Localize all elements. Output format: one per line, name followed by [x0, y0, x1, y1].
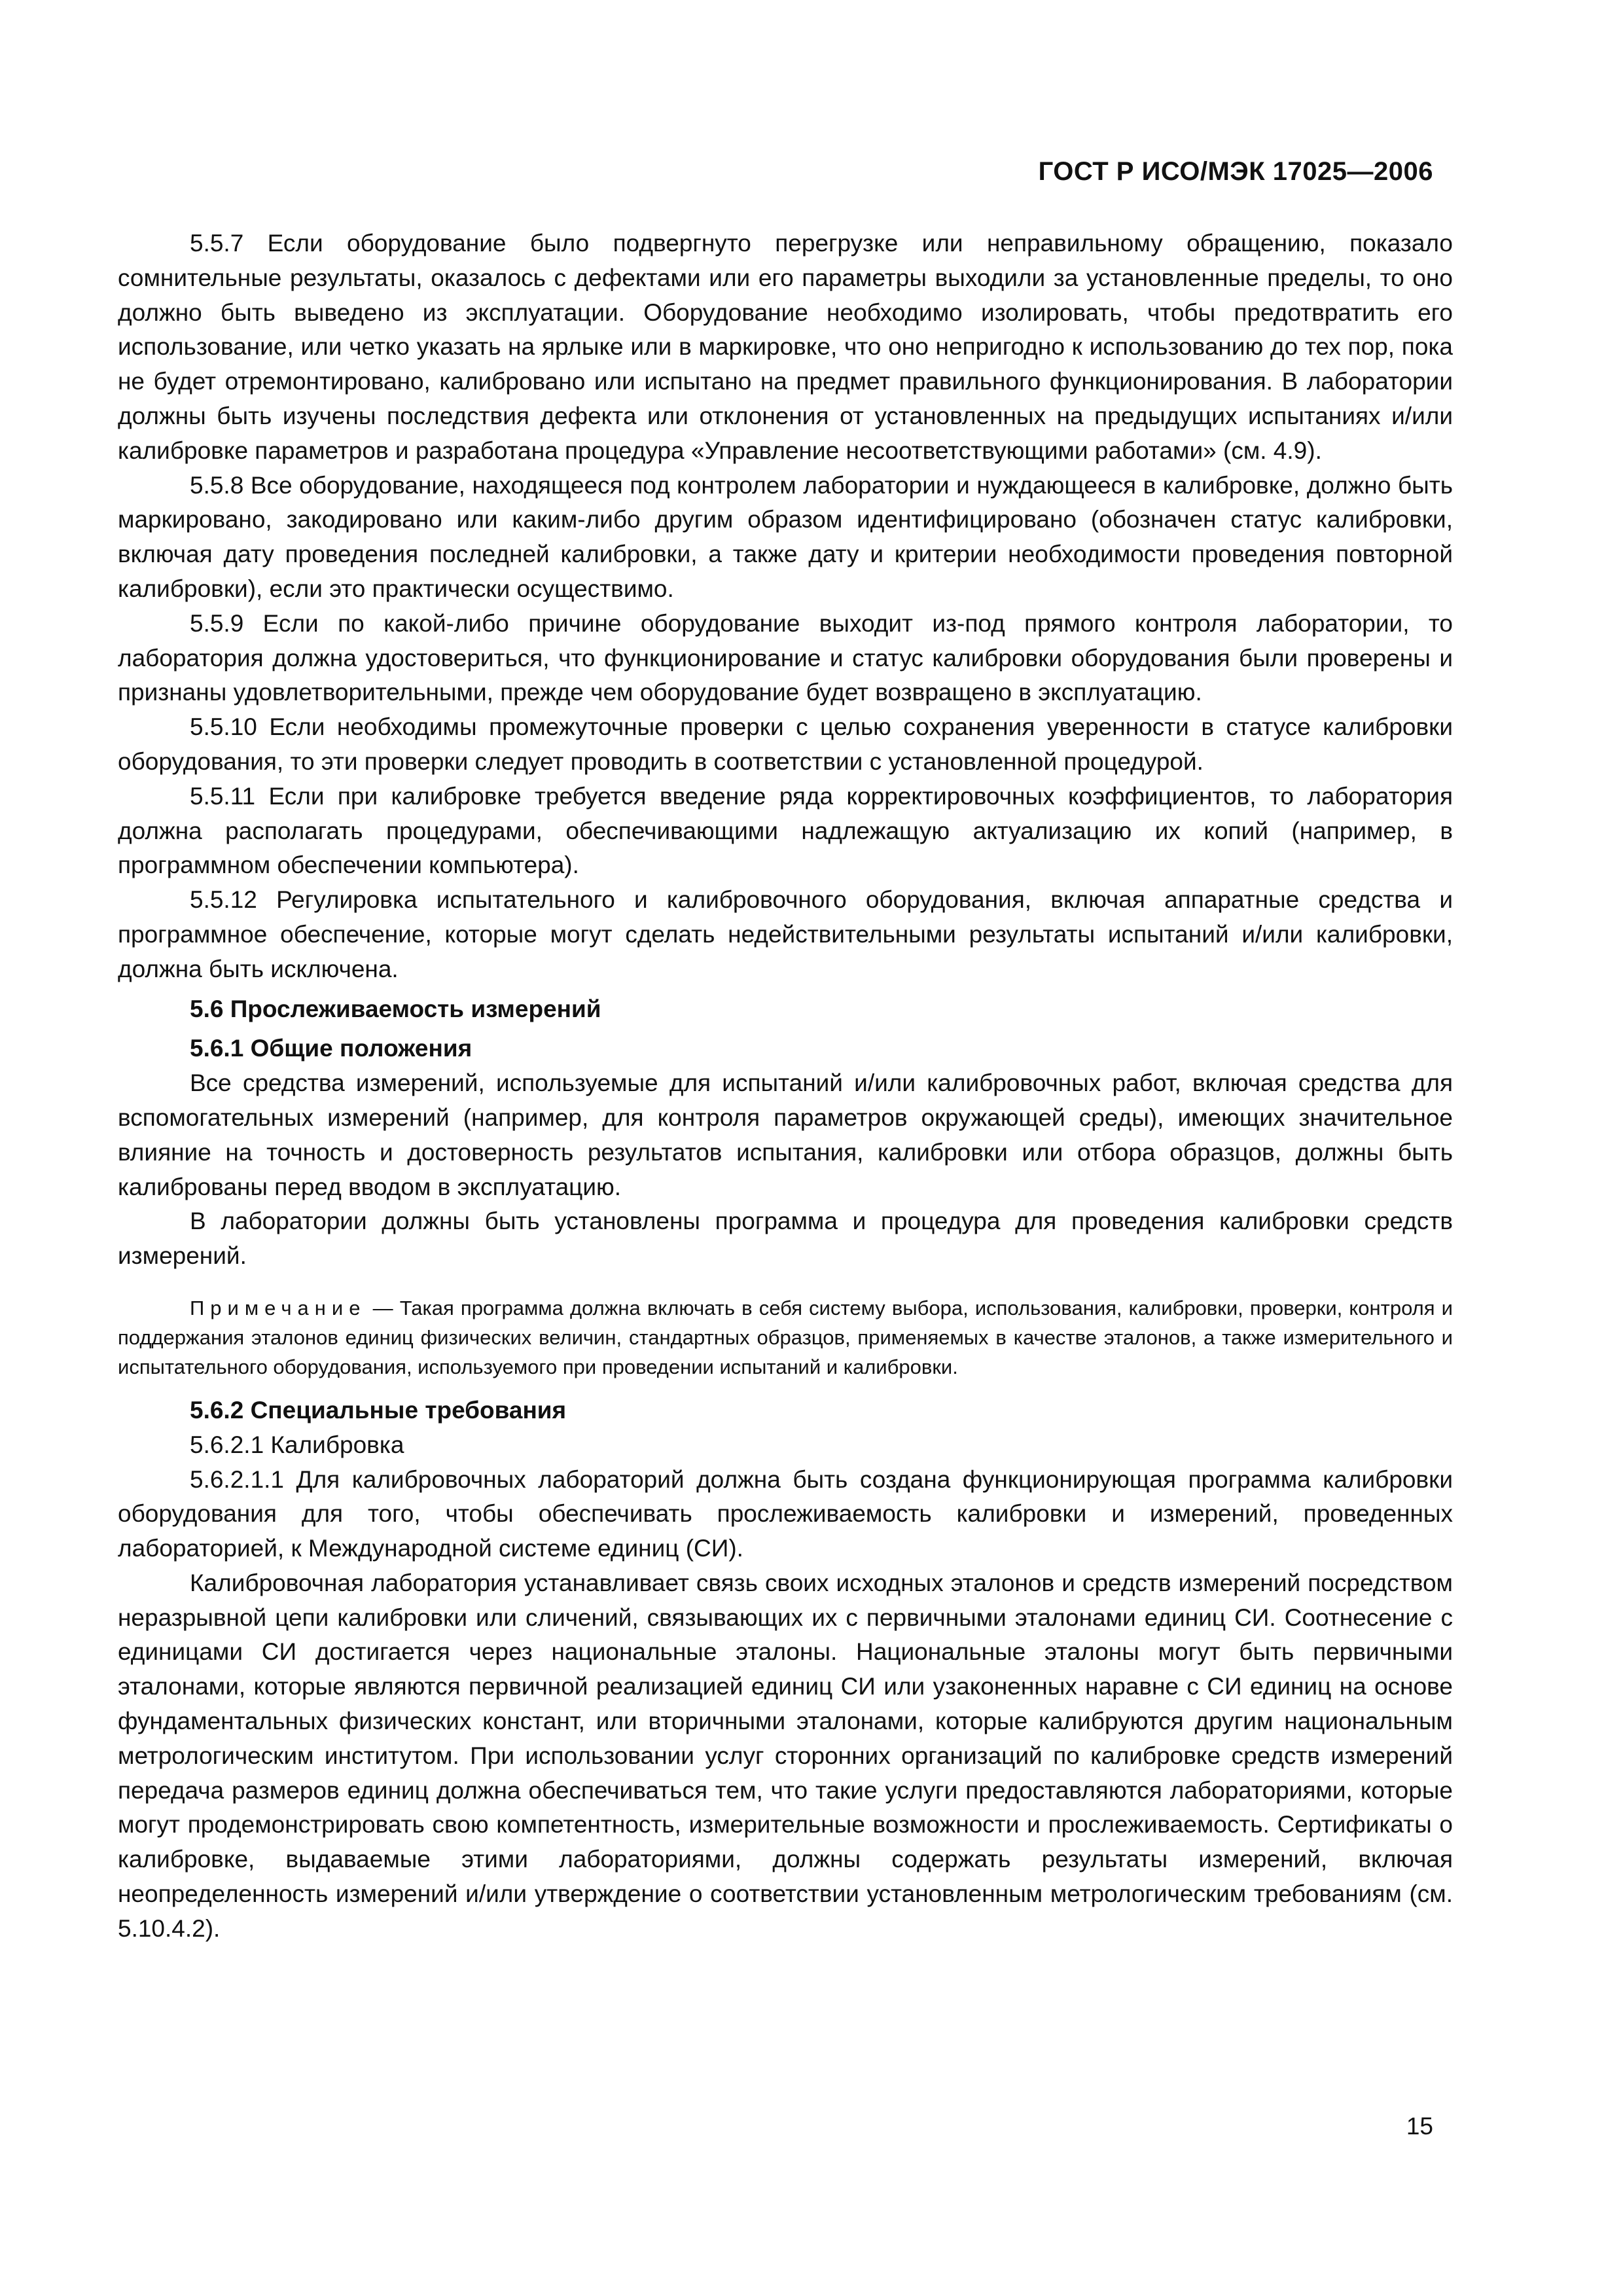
section-heading-5-6-2: 5.6.2 Специальные требования: [190, 1396, 567, 1424]
document-header: ГОСТ Р ИСО/МЭК 17025—2006: [1038, 157, 1433, 186]
note-label: Примечание: [190, 1296, 366, 1319]
paragraph-5-5-10: 5.5.10 Если необходимы промежуточные проверки с целью сохранения уверенности в статусе калибровки оборудования, то эти проверки следует проводить в соответствии с установленной процедурой.: [118, 713, 1453, 775]
page-number: 15: [1406, 2113, 1433, 2140]
paragraph-5-6-1-a: Все средства измерений, используемые для испытаний и/или калибровочных работ, включая средства для вспомогательных измерений (например, для контроля параметров окружающей среды), имеющих значительное влияние на точность и достоверность результатов испытания, калибровки или отбора образцов, должны быть калиброваны перед вводом в эксплуатацию.: [118, 1069, 1453, 1200]
paragraph-5-6-1-b: В лаборатории должны быть установлены программа и процедура для проведения калибровки средств измерений.: [118, 1208, 1453, 1270]
paragraph-5-5-8: 5.5.8 Все оборудование, находящееся под контролем лаборатории и нуждающееся в калибровке, должно быть маркировано, закодировано или каким-либо другим образом идентифицировано (обозначен статус калибровки, включая дату проведения последней калибровки, а также дату и критерии необходимости проведения повторной калибровки), если это практически осуществимо.: [118, 471, 1453, 602]
note-text: — Такая программа должна включать в себя систему выбора, использования, калибровки, проверки, контроля и поддержания эталонов единиц физических величин, стандартных образцов, применяемых в качестве эталонов, а также измерительного и испытательного оборудования, используемого при проведении испытаний и калибровки.: [118, 1296, 1453, 1378]
page-body: [118, 226, 1453, 1946]
paragraph-5-5-9: 5.5.9 Если по какой-либо причине оборудование выходит из-под прямого контроля лаборатории, то лаборатория должна удостовериться, что функционирование и статус калибровки оборудования были проверены и признаны удовлетворительными, прежде чем оборудование будет возвращено в эксплуатацию.: [118, 609, 1453, 706]
paragraph-5-5-11: 5.5.11 Если при калибровке требуется введение ряда корректировочных коэффициентов, то лаборатория должна располагать процедурами, обеспечивающими надлежащую актуализацию их копий (например, в программном обеспечении компьютера).: [118, 782, 1453, 879]
section-heading-5-6-1: 5.6.1 Общие положения: [190, 1035, 473, 1062]
note: [118, 1293, 1453, 1382]
section-heading-5-6: 5.6 Прослеживаемость измерений: [190, 995, 601, 1022]
paragraph-5-5-7: 5.5.7 Если оборудование было подвергнуто перегрузке или неправильному обращению, показало сомнительные результаты, оказалось с дефектами или его параметры выходили за установленные пределы, то оно должно быть выведено из эксплуатации. Оборудование необходимо изолировать, чтобы предотвратить его использование, или четко указать на ярлыке или в маркировке, что оно непригодно к использованию до тех пор, пока не будет отремонтировано, калибровано или испытано на предмет правильного функционирования. В лаборатории должны быть изучены последствия дефекта или отклонения от установленных на предыдущих испытаниях и/или калибровке параметров и разработана процедура «Управление несоответствующими работами» (см. 4.9).: [118, 230, 1453, 464]
paragraph-5-6-2-1-1-b: Калибровочная лаборатория устанавливает связь своих исходных эталонов и средств измерений посредством неразрывной цепи калибровки или сличений, связывающих их с первичными эталонами единиц СИ. Соотнесение с единицами СИ достигается через национальные эталоны. Национальные эталоны могут быть первичными эталонами, которые являются первичной реализацией единиц СИ или узаконенных наравне с СИ единиц на основе фундаментальных физических констант, или вторичными эталонами, которые калибруются другим национальным метрологическим институтом. При использовании услуг сторонних организаций по калибровке средств измерений передача размеров единиц должна обеспечиваться тем, что такие услуги предоставляются лабораториями, которые могут продемонстрировать свою компетентность, измерительные возможности и прослеживаемость. Сертификаты о калибровке, выдаваемые этими лабораториями, должны содержать результаты измерений, включая неопределенность измерений и/или утверждение о соответствии установленным метрологическим требованиям (см. 5.10.4.2).: [118, 1569, 1453, 1942]
paragraph-5-6-2-1-1: 5.6.2.1.1 Для калибровочных лабораторий должна быть создана функционирующая программа калибровки оборудования для того, чтобы обеспечивать прослеживаемость калибровки и измерений, проведенных лабораторией, к Международной системе единиц (СИ).: [118, 1465, 1453, 1562]
paragraph-5-5-12: 5.5.12 Регулировка испытательного и калибровочного оборудования, включая аппаратные средства и программное обеспечение, которые могут сделать недействительными результаты испытаний и/или калибровки, должна быть исключена.: [118, 886, 1453, 982]
section-heading-5-6-2-1: 5.6.2.1 Калибровка: [190, 1431, 404, 1458]
